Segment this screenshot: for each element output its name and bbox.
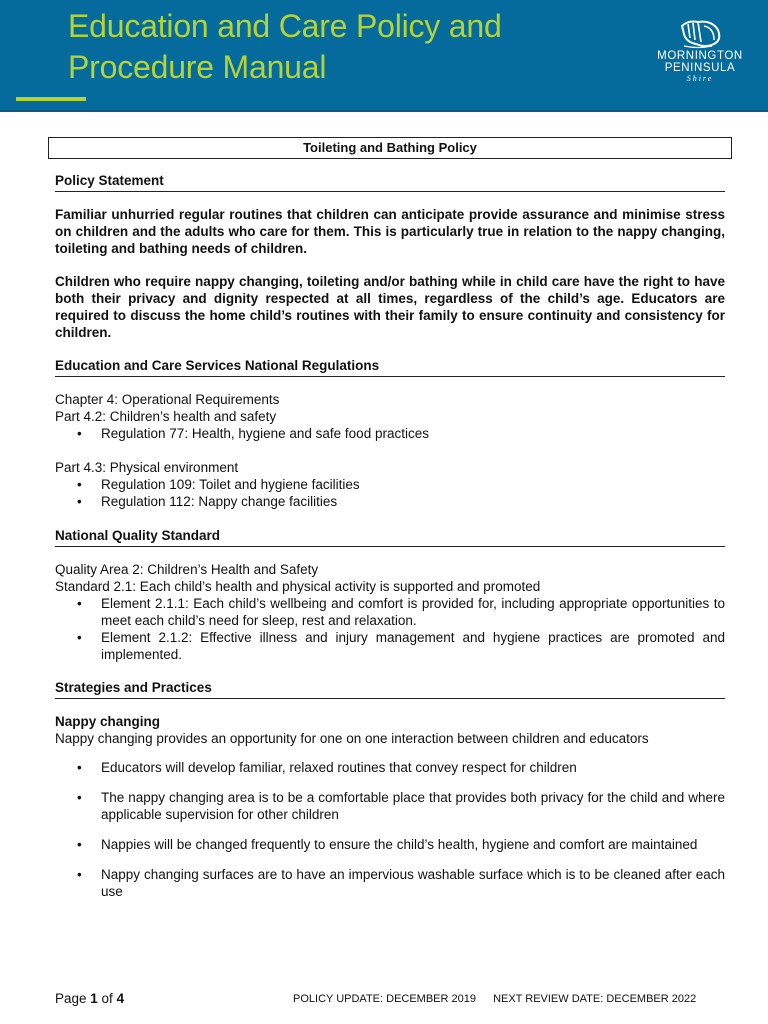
regulations-chapter: Chapter 4: Operational Requirements xyxy=(55,392,280,407)
page-current: 1 xyxy=(90,991,98,1006)
regulations-part: Part 4.3: Physical environment xyxy=(55,460,239,475)
manual-title-line2: Procedure Manual xyxy=(68,49,327,85)
list-item: • The nappy changing area is to be a comfortable place that provides both privacy for the child and where applicable supervision for other children xyxy=(101,789,725,823)
policy-statement-paragraph: Familiar unhurried regular routines that children can anticipate provide assurance and minimise stress on children and the adults who care for them. This is particularly true in relation to the nappy changing, toileting and bathing needs of children. xyxy=(55,207,725,256)
manual-title-line1: Education and Care Policy and xyxy=(68,8,502,44)
policy-statement-paragraph: Children who require nappy changing, toileting and/or bathing while in child care have the right to have both their privacy and dignity respected at all times, regardless of the child’s age. Educators are required to discuss the home child’s routines with their family to ensure continuity and consistency for children. xyxy=(55,274,725,340)
policy-statement-heading: Policy Statement xyxy=(55,172,725,192)
footer-dates xyxy=(293,993,710,1005)
list-item: • Educators will develop familiar, relaxed routines that convey respect for children xyxy=(101,759,725,776)
regulations-list xyxy=(55,425,725,442)
list-item: • Nappy changing surfaces are to have an impervious washable surface which is to be cleaned after each use xyxy=(101,866,725,900)
nappy-changing-subheading: Nappy changing xyxy=(55,714,161,729)
nqs-heading: National Quality Standard xyxy=(55,527,725,547)
accent-bar xyxy=(16,97,86,101)
page-prefix: Page xyxy=(55,991,91,1006)
policy-title: Toileting and Bathing Policy xyxy=(48,137,732,159)
logo-text-line1: MORNINGTON xyxy=(657,50,743,62)
regulations-list xyxy=(55,476,725,510)
list-item: • Regulation 112: Nappy change facilities xyxy=(101,493,725,510)
list-item: • Regulation 77: Health, hygiene and safe food practices xyxy=(101,425,725,442)
header-banner xyxy=(0,0,768,112)
logo-text-line3: Shire xyxy=(686,74,714,83)
policy-update-date: POLICY UPDATE: DECEMBER 2019 xyxy=(293,993,476,1005)
nqs-list xyxy=(55,595,725,663)
document-body xyxy=(55,172,725,913)
list-item: • Element 2.1.1: Each child’s wellbeing and comfort is provided for, including appropriate opportunities to meet each child’s need for sleep, rest and relaxation. xyxy=(101,595,725,629)
list-item: • Element 2.1.2: Effective illness and injury management and hygiene practices are promoted and implemented. xyxy=(101,629,725,663)
nqs-quality-area: Quality Area 2: Children’s Health and Safety xyxy=(55,562,319,577)
list-item: • Nappies will be changed frequently to ensure the child’s health, hygiene and comfort are maintained xyxy=(101,836,725,853)
page-footer xyxy=(55,991,725,1007)
page-total: 4 xyxy=(116,991,125,1006)
page-of: of xyxy=(97,991,117,1006)
shell-icon xyxy=(678,18,722,50)
regulations-part: Part 4.2: Children’s health and safety xyxy=(55,409,277,424)
strategies-heading: Strategies and Practices xyxy=(55,679,725,699)
logo-text-line2: PENINSULA xyxy=(664,62,736,74)
nappy-changing-list xyxy=(55,759,725,900)
shire-logo xyxy=(640,18,760,98)
manual-title xyxy=(68,6,502,88)
regulations-heading: Education and Care Services National Regulations xyxy=(55,357,725,377)
nqs-standard: Standard 2.1: Each child’s health and physical activity is supported and promoted xyxy=(55,579,541,594)
nappy-changing-intro: Nappy changing provides an opportunity for one on one interaction between children and educators xyxy=(55,731,649,746)
list-item: • Regulation 109: Toilet and hygiene facilities xyxy=(101,476,725,493)
page-number xyxy=(55,991,124,1006)
next-review-date: NEXT REVIEW DATE: DECEMBER 2022 xyxy=(493,993,697,1005)
